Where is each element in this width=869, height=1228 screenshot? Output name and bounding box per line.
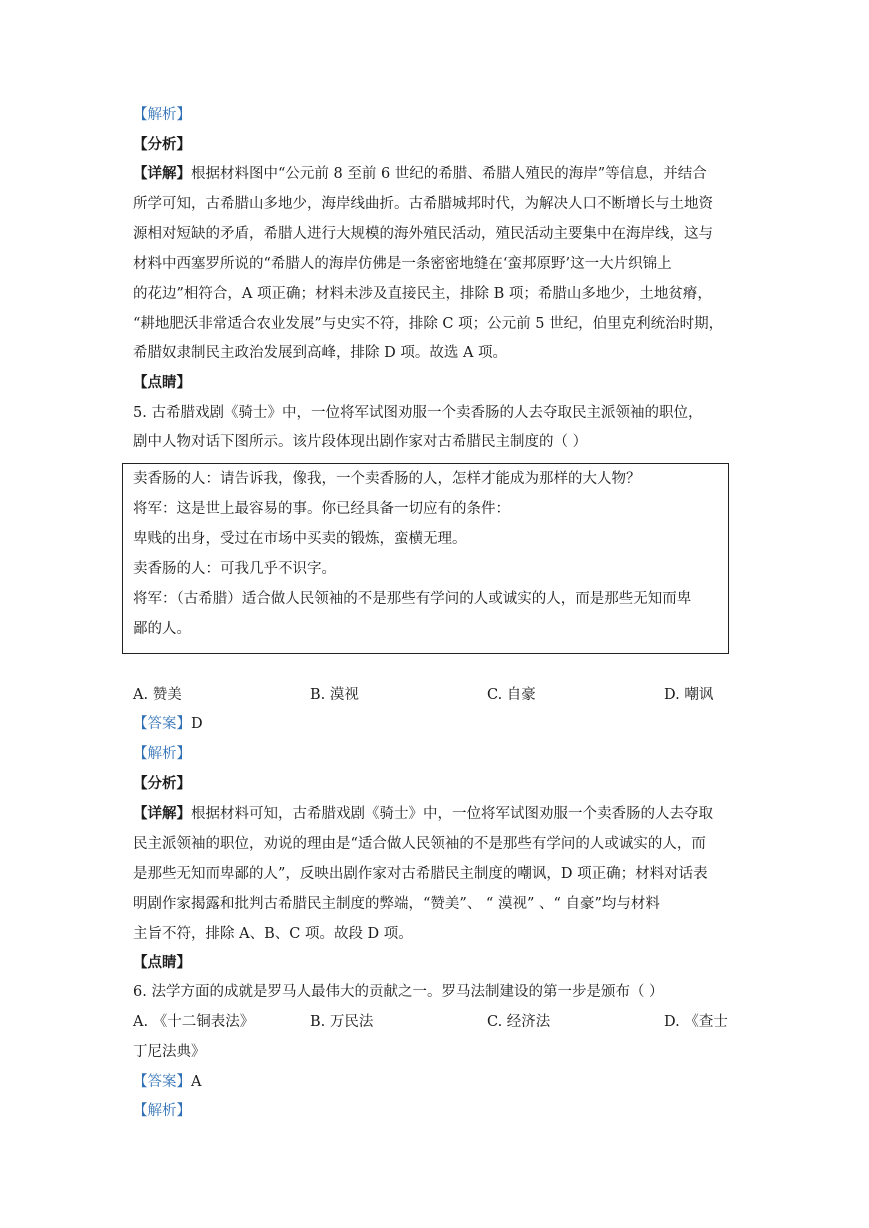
analysis-label: 【解析】 bbox=[133, 107, 191, 123]
option-a: A. 《十二铜表法》 bbox=[133, 1014, 255, 1030]
fenxi-label: 【分析】 bbox=[133, 136, 191, 153]
question-stem: 6. 法学方面的成就是罗马人最伟大的贡献之一。罗马法制建设的第一步是颁布（ ） bbox=[133, 984, 664, 1000]
question-stem: 5. 古希腊戏剧《骑士》中，一位将军试图劝服一个卖香肠的人去夺取民主派领袖的职位， bbox=[133, 405, 703, 421]
detail-label: 【详解】 bbox=[133, 165, 191, 182]
detail-label: 【详解】 bbox=[133, 805, 191, 822]
option-c: C. 自豪 bbox=[487, 687, 536, 703]
dianjing-label: 【点睛】 bbox=[133, 954, 191, 971]
dialogue-line: 鄙的人。 bbox=[133, 621, 191, 637]
analysis-label: 【解析】 bbox=[133, 1103, 191, 1119]
dialogue-line: 卖香肠的人：请告诉我，像我，一个卖香肠的人，怎样才能成为那样的大人物？ bbox=[133, 471, 641, 487]
dialogue-line: 卖香肠的人：可我几乎不识字。 bbox=[133, 561, 336, 577]
option-d: D. 嘲讽 bbox=[664, 687, 714, 703]
dialogue-line: 卑贱的出身，受过在市场中买卖的锻炼，蛮横无理。 bbox=[133, 531, 467, 547]
option-d-continued: 丁尼法典》 bbox=[133, 1044, 206, 1060]
answer-value: A bbox=[191, 1074, 202, 1090]
fenxi-label: 【分析】 bbox=[133, 775, 191, 792]
answer-line bbox=[133, 1072, 201, 1092]
question-stem: 剧中人物对话下图所示。该片段体现出剧作家对古希腊民主制度的（ ） bbox=[133, 434, 588, 450]
detail-line: 所学可知，古希腊山多地少，海岸线曲折。古希腊城邦时代，为解决人口不断增长与土地资 bbox=[133, 196, 713, 212]
detail-line: 主旨不符，排除 A、B、C 项。故段 D 项。 bbox=[133, 926, 413, 942]
option-a: A. 赞美 bbox=[133, 687, 182, 703]
dialogue-line: 将军：（古希腊）适合做人民领袖的不是那些有学问的人或诚实的人，而是那些无知而卑 bbox=[133, 591, 692, 607]
detail-line: 的花边”相符合，A 项正确；材料未涉及直接民主，排除 B 项；希腊山多地少，土地贫瘠， bbox=[133, 286, 712, 302]
detail-line: 是那些无知而卑鄙的人”，反映出剧作家对古希腊民主制度的嘲讽，D 项正确；材料对话表 bbox=[133, 866, 708, 882]
detail-line: 【详解】根据材料图中“公元前 8 至前 6 世纪的希腊、希腊人殖民的海岸”等信息，并结合 bbox=[133, 165, 707, 182]
detail-line: 希腊奴隶制民主政治发展到高峰，排除 D 项。故选 A 项。 bbox=[133, 345, 508, 361]
analysis-label: 【解析】 bbox=[133, 746, 191, 762]
answer-label: 【答案】 bbox=[133, 1074, 191, 1090]
dialogue-box bbox=[122, 463, 729, 654]
option-b: B. 万民法 bbox=[310, 1014, 374, 1030]
dianjing-label: 【点睛】 bbox=[133, 374, 191, 391]
detail-line: 明剧作家揭露和批判古希腊民主制度的弊端，“赞美”、 “ 漠视” 、“ 自豪”均与材料 bbox=[133, 896, 660, 912]
answer-value: D bbox=[191, 716, 203, 732]
detail-line: “耕地肥沃非常适合农业发展”与史实不符，排除 C 项；公元前 5 世纪，伯里克利统治时期， bbox=[133, 316, 724, 332]
option-c: C. 经济法 bbox=[487, 1014, 551, 1030]
answer-line bbox=[133, 714, 203, 734]
option-b: B. 漠视 bbox=[310, 687, 359, 703]
detail-line: 源相对短缺的矛盾，希腊人进行大规模的海外殖民活动，殖民活动主要集中在海岸线，这与 bbox=[133, 226, 713, 242]
dialogue-line: 将军：这是世上最容易的事。你已经具备一切应有的条件： bbox=[133, 501, 510, 517]
detail-line: 【详解】根据材料可知，古希腊戏剧《骑士》中，一位将军试图劝服一个卖香肠的人去夺取 bbox=[133, 805, 713, 822]
detail-line: 材料中西塞罗所说的“希腊人的海岸仿佛是一条密密地缝在‘蛮邦原野’这一大片织锦上 bbox=[133, 256, 672, 272]
option-d: D. 《查士 bbox=[664, 1014, 728, 1030]
detail-line: 民主派领袖的职位，劝说的理由是“适合做人民领袖的不是那些有学问的人或诚实的人，而 bbox=[133, 836, 706, 852]
answer-label: 【答案】 bbox=[133, 716, 191, 732]
